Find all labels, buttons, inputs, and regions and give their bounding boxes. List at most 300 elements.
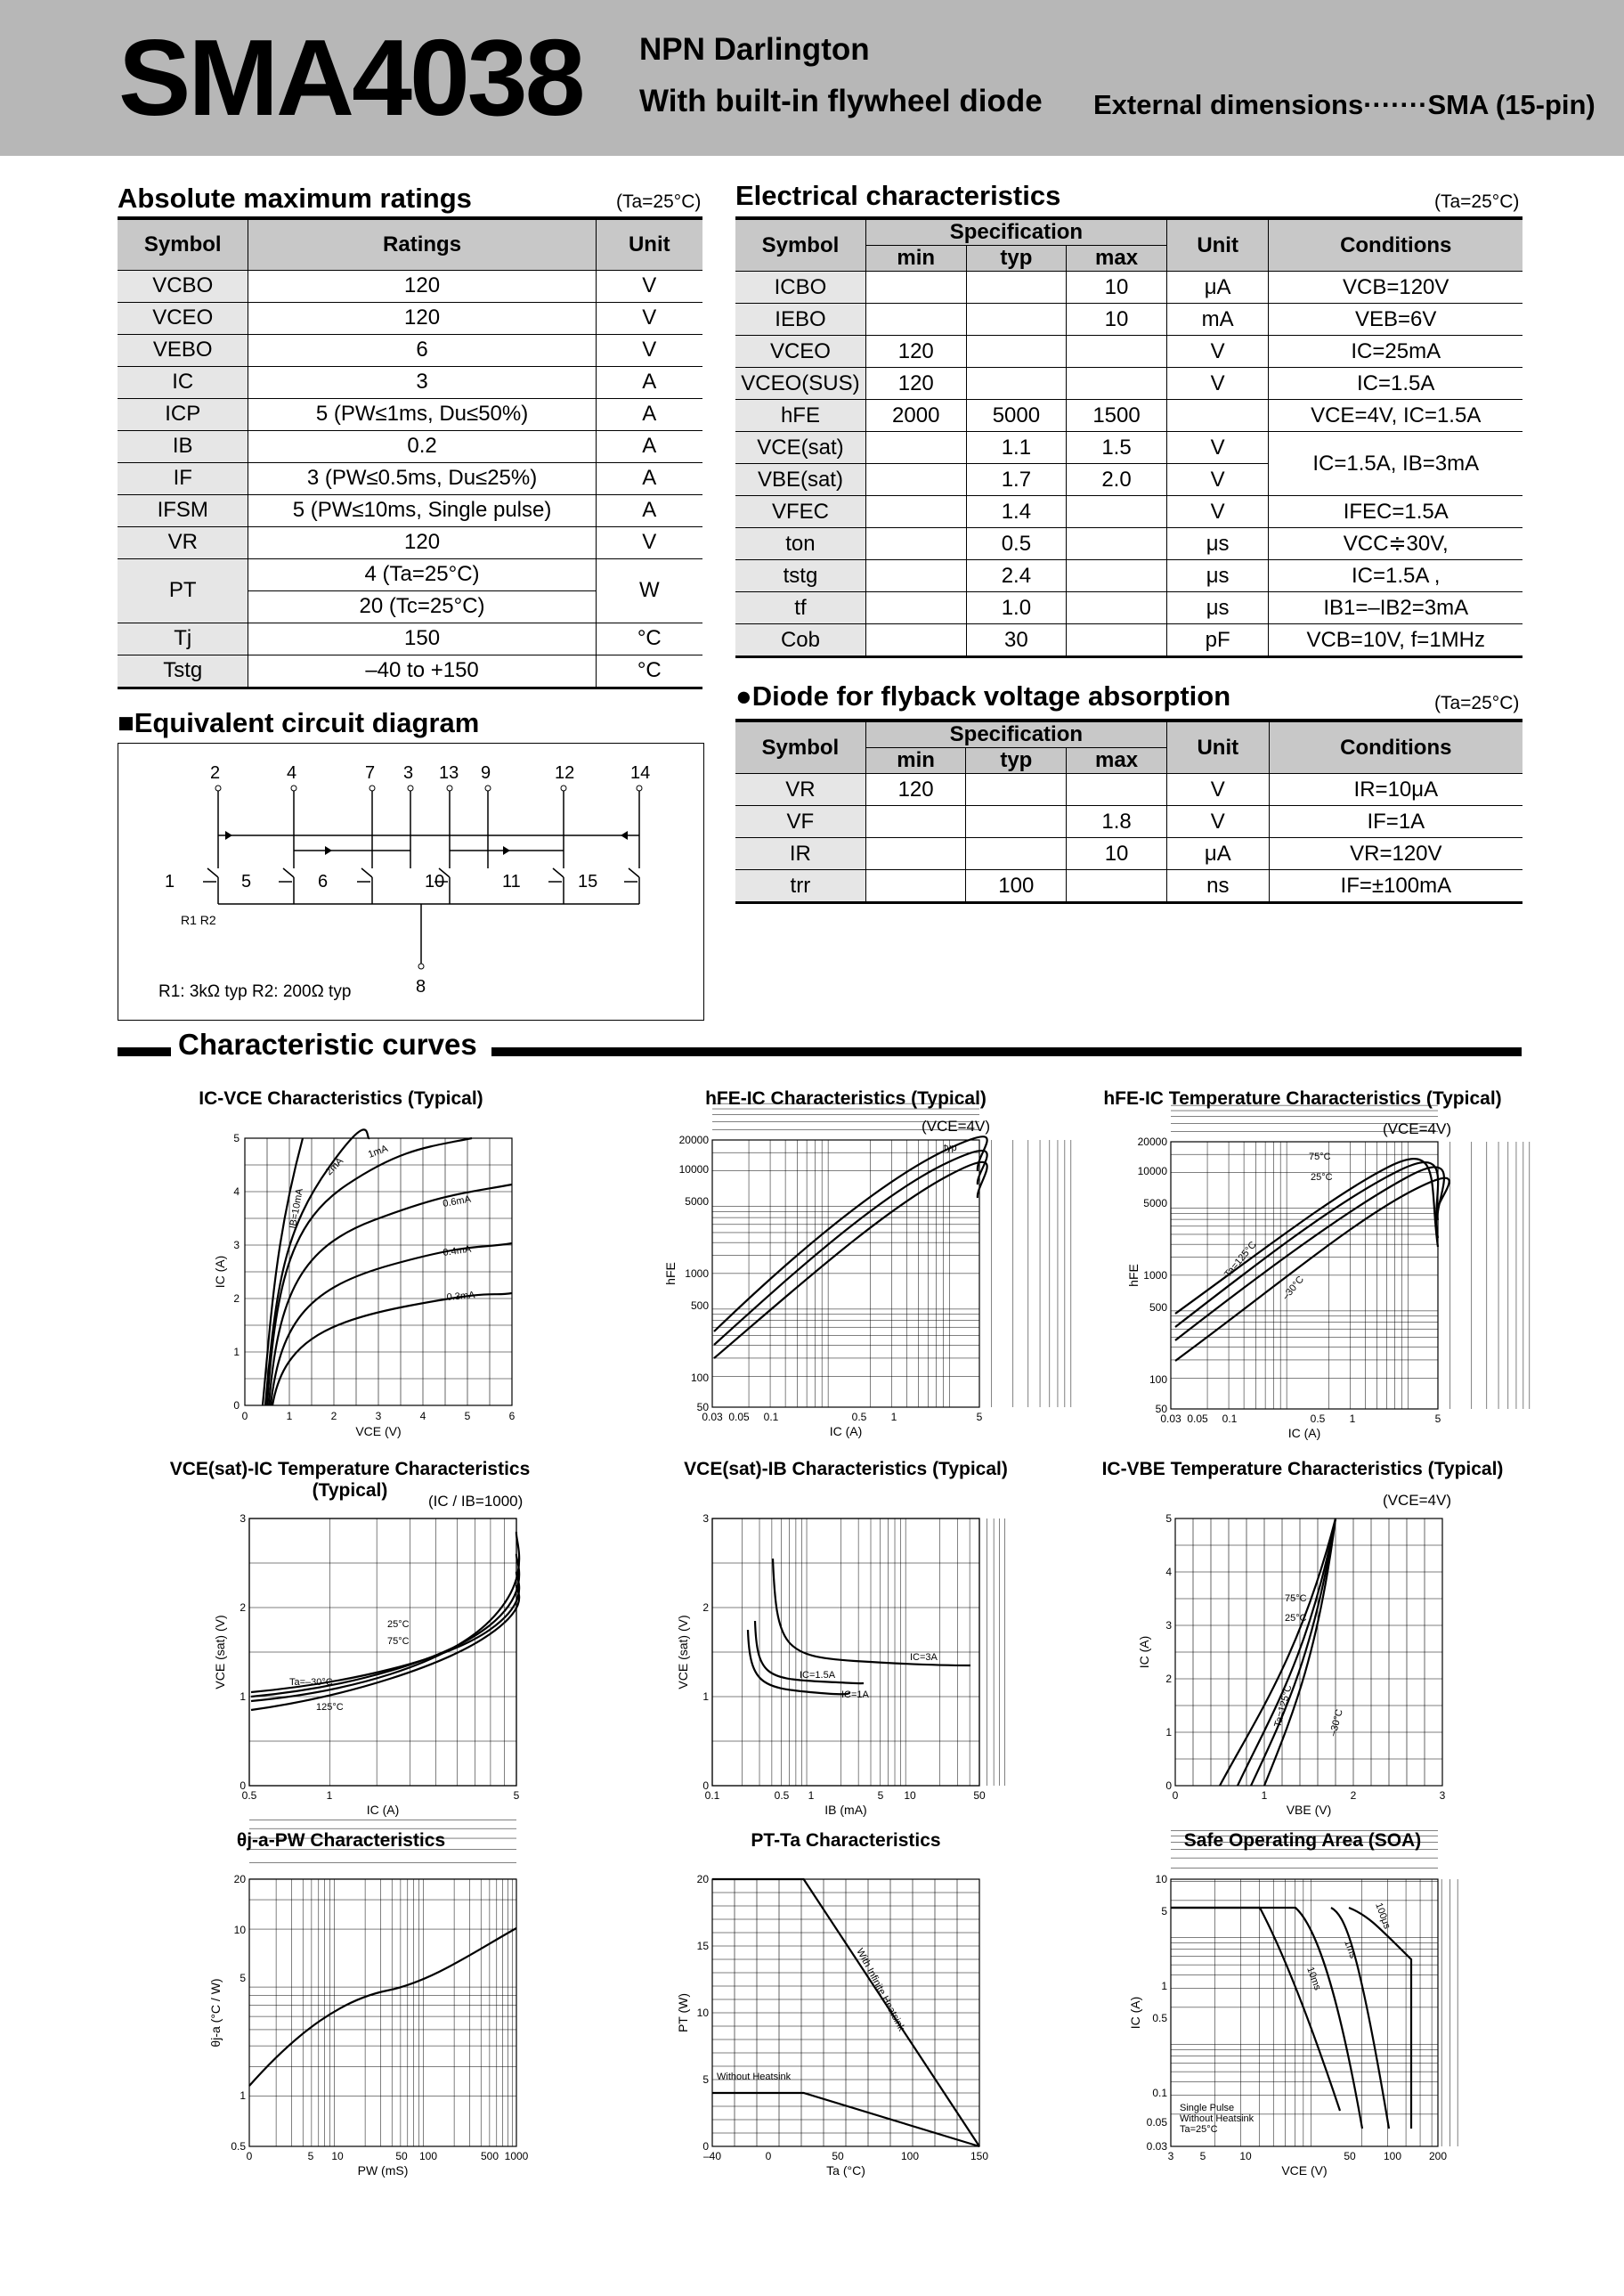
tick-label: 1 [1161,1980,1167,1992]
tick-label: 0.03 [702,1411,723,1423]
series-label: 1mA [366,1143,390,1160]
table-row [118,558,702,590]
series-label: 100μs [1373,1901,1393,1931]
series-label: IB=10mA [288,1187,305,1230]
tick-label: 0.1 [1222,1413,1238,1425]
pin-label: 6 [318,872,329,892]
tick-label: 0.5 [774,1789,790,1802]
elec-title: Electrical characteristics [735,180,1061,211]
tick-label: 0 [1165,1779,1172,1792]
tick-label: 0 [246,2150,253,2162]
cell-symbol: ton [735,528,865,560]
table-row [735,624,1522,657]
cell-typ [966,838,1067,870]
col-unit: Unit [1166,218,1269,272]
chart-condition: (VCE=4V) [1383,1120,1451,1137]
cell-symbol: IC [118,366,248,398]
cell-typ: 1.1 [966,432,1067,464]
cell-symbol: VCEO [735,336,865,368]
table-row [118,334,702,366]
abs-max-title: Absolute maximum ratings [118,183,472,214]
cell-conditions: IF=±100mA [1269,870,1522,903]
cell-typ [966,368,1067,400]
cell-symbol: VBE(sat) [735,464,865,496]
cell-min [865,560,966,592]
cell-unit: °C [596,655,702,688]
series-label: 25°C [1285,1613,1307,1624]
pin-label: 4 [287,763,297,783]
chart-title: PT-Ta Characteristics [751,1830,941,1851]
cell-max [1067,560,1167,592]
cell-conditions: VR=120V [1269,838,1522,870]
tick-label: 3 [1439,1789,1446,1802]
table-row [118,270,702,302]
tick-label: –40 [702,2150,722,2162]
col-unit: Unit [596,218,702,270]
tick-label: 5000 [685,1195,709,1208]
tick-label: 20000 [1137,1136,1167,1148]
col-conditions: Conditions [1269,721,1522,774]
axis-label: PT (W) [676,1992,690,2033]
tick-label: 50 [395,2150,408,2162]
chart-title: Safe Operating Area (SOA) [1183,1830,1422,1851]
tick-label: 10 [1239,2150,1252,2162]
tick-label: 1000 [685,1267,709,1280]
tick-label: 5 [1165,1512,1172,1525]
cell-rating: 20 (Tc=25°C) [248,590,596,623]
cell-symbol: VR [118,526,248,558]
cell-unit: V [596,526,702,558]
cell-conditions: IF=1A [1269,806,1522,838]
cell-typ: 2.4 [966,560,1067,592]
tick-label: 0.05 [728,1411,750,1423]
series-label: Ta=–30°C [289,1677,333,1688]
tick-label: 5000 [1143,1197,1167,1209]
cell-unit: V [1166,464,1269,496]
pin-label: 5 [241,872,252,892]
table-row [735,496,1522,528]
cell-min [865,496,966,528]
cell-unit: W [596,558,702,623]
tick-label: 2 [1350,1789,1357,1802]
tick-label: 3 [240,1512,246,1525]
tick-label: 3 [375,1410,382,1422]
tick-label: 2 [1165,1673,1172,1685]
chart-hfe-ic [659,1131,997,1438]
cell-rating: 3 (PW≤0.5ms, Du≤25%) [248,462,596,494]
cell-unit: pF [1166,624,1269,657]
part-number: SMA4038 [118,17,583,138]
diode-condition: (Ta=25°C) [1434,693,1520,713]
tick-label: 0.5 [851,1411,867,1423]
series-label: 0.3mA [446,1290,475,1303]
cell-min: 2000 [865,400,966,432]
tick-label: 1 [1165,1726,1172,1738]
cell-symbol: PT [118,558,248,623]
table-row [735,592,1522,624]
chart-title: θj-a-PW Characteristics [236,1830,446,1851]
tick-label: 6 [508,1410,516,1422]
tick-label: 100 [690,1372,709,1384]
axis-label: IC (A) [1287,1426,1321,1440]
series-label: typ [944,1143,957,1153]
series-label: –30°C [1280,1274,1307,1302]
pin-label: 3 [403,763,414,783]
tick-label: 3 [233,1239,240,1251]
series-label: –30°C [1328,1708,1345,1738]
cell-rating: 120 [248,270,596,302]
cell-min: 120 [865,336,966,368]
table-row [118,302,702,334]
series-label: Without Heatsink [717,2072,792,2082]
chart-vcesat-ib [676,1505,997,1817]
table-row [735,304,1522,336]
chart-ic-vbe [1122,1505,1460,1817]
cell-typ [966,304,1067,336]
pin-label: 7 [365,763,376,783]
tick-label: 3 [1165,1619,1172,1632]
tick-label: 0 [240,1779,246,1792]
cell-symbol: VCBO [118,270,248,302]
circuit-diagram [118,743,704,1021]
cell-typ [966,336,1067,368]
cell-rating: 5 (PW≤1ms, Du≤50%) [248,398,596,430]
cell-min: 120 [865,774,966,806]
tick-label: 0.5 [1310,1413,1326,1425]
tick-label: 10 [1155,1873,1167,1885]
table-row [118,526,702,558]
cell-typ: 1.4 [966,496,1067,528]
tick-label: 50 [832,2150,844,2162]
tick-label: 1 [1349,1413,1356,1425]
cell-unit: V [596,302,702,334]
chart-title: VCE(sat)-IC Temperature Characteristics (Typical) [169,1459,531,1501]
table-row [118,494,702,526]
diode-table [735,719,1522,904]
resistor-labels: R1 R2 [181,913,216,927]
series-label: 0.6mA [442,1193,472,1209]
cell-unit: μA [1166,272,1269,304]
tick-label: 500 [690,1299,709,1312]
series-label: 10ms [1304,1965,1323,1992]
tick-label: 5 [1199,2150,1206,2162]
axis-label: VBE (V) [1286,1803,1332,1817]
cell-symbol: Tstg [118,655,248,688]
series-line [714,1136,987,1331]
series-label: Single Pulse [1180,2103,1235,2113]
cell-symbol: VF [735,806,865,838]
table-row [735,838,1522,870]
plot-frame [249,1879,516,2146]
cell-typ: 5000 [966,400,1067,432]
cell-max [1067,528,1167,560]
cell-max: 1500 [1067,400,1167,432]
cell-symbol: VCE(sat) [735,432,865,464]
col-typ: typ [966,748,1067,774]
table-row [118,398,702,430]
cell-symbol: Cob [735,624,865,657]
cell-conditions: IB1=–IB2=3mA [1269,592,1522,624]
cell-unit: A [596,430,702,462]
tick-label: 0.1 [704,1789,720,1802]
pin-label: 11 [502,872,521,892]
tick-label: 3 [1167,2150,1174,2162]
cell-typ: 1.7 [966,464,1067,496]
tick-label: 50 [973,1789,986,1802]
col-min: min [865,748,966,774]
axis-label: VCE (sat) (V) [676,1615,690,1689]
tick-label: 0 [1172,1789,1179,1802]
pin-label: 2 [210,763,221,783]
col-typ: typ [966,246,1067,272]
table-row [735,528,1522,560]
chart-title: hFE-IC Characteristics (Typical) [705,1088,987,1109]
tick-label: 4 [419,1410,426,1422]
col-spec: Specification [865,218,1166,246]
tick-label: 0 [702,1779,709,1792]
tick-label: 100 [418,2150,438,2162]
tick-label: 0 [241,1410,248,1422]
table-row [118,655,702,688]
cell-max: 1.5 [1067,432,1167,464]
table-row [735,368,1522,400]
cell-symbol: tstg [735,560,865,592]
cell-rating: 5 (PW≤10ms, Single pulse) [248,494,596,526]
chart-ic-vce [214,1131,534,1438]
cell-unit: V [1166,806,1269,838]
series-line [249,1928,516,2086]
cell-unit: A [596,494,702,526]
cell-symbol: IF [118,462,248,494]
cell-min [865,432,966,464]
cell-min: 120 [865,368,966,400]
cell-max: 2.0 [1067,464,1167,496]
col-symbol: Symbol [735,218,865,272]
table-row [735,870,1522,903]
series-label: With Infinite Heatsink [854,1946,907,2033]
series-label: 25°C [387,1619,410,1630]
table-row [735,560,1522,592]
cell-min [865,592,966,624]
tick-label: 5 [464,1410,471,1422]
cell-unit: A [596,398,702,430]
cell-symbol: trr [735,870,865,903]
tick-label: 1 [890,1411,897,1423]
chart-title: IC-VBE Temperature Characteristics (Typical) [1101,1459,1504,1479]
tick-label: 100 [900,2150,920,2162]
tick-label: 0.05 [1146,2116,1167,2129]
curves-header [118,1028,1522,1072]
chart-vcesat-ic [213,1505,534,1817]
table-row [735,272,1522,304]
cell-unit: μA [1166,838,1269,870]
cell-unit [1166,400,1269,432]
tick-label: 0.03 [1146,2140,1167,2153]
cell-rating: 120 [248,302,596,334]
cell-conditions: IC=1.5A, IB=3mA [1269,432,1522,496]
cell-unit: V [596,334,702,366]
tick-label: 5 [976,1411,983,1423]
series-label: IC=1.5A [800,1670,836,1681]
tick-label: 0.5 [1152,2012,1167,2024]
subtitle-feature: With built-in flywheel diode [639,84,1043,118]
tick-label: 20000 [678,1134,709,1146]
tick-label: 1000 [1143,1269,1167,1282]
tick-label: 1000 [504,2150,529,2162]
series-label: 75°C [387,1636,410,1647]
cell-conditions: IC=1.5A , [1269,560,1522,592]
cell-max: 10 [1067,838,1167,870]
abs-max-condition: (Ta=25°C) [616,191,702,212]
col-max: max [1067,748,1167,774]
cell-symbol: VCEO(SUS) [735,368,865,400]
tick-label: 4 [1165,1566,1172,1578]
table-row [735,400,1522,432]
chart-condition: (IC / IB=1000) [428,1493,524,1510]
tick-label: 150 [970,2150,989,2162]
cell-rating: –40 to +150 [248,655,596,688]
tick-label: 5 [1434,1413,1441,1425]
tick-label: 5 [513,1789,520,1802]
cell-unit: μs [1166,592,1269,624]
tick-label: 1 [240,1690,246,1703]
cell-typ [966,272,1067,304]
tick-label: 10 [696,2007,709,2019]
cell-unit: V [1166,774,1269,806]
series-label: Without Heatsink [1180,2113,1255,2124]
cell-unit: V [1166,336,1269,368]
chart-condition: (VCE=4V) [922,1118,990,1135]
tick-label: 3 [702,1512,709,1525]
series-label: 2mA [323,1155,346,1178]
axis-label: IC (A) [1137,1635,1151,1669]
cell-conditions: VCC≑30V, [1269,528,1522,560]
col-spec: Specification [865,721,1166,748]
cell-symbol: ICBO [735,272,865,304]
cell-max [1067,496,1167,528]
tick-label: 0 [765,2150,772,2162]
tick-label: 0.1 [763,1411,779,1423]
cell-min [865,528,966,560]
cell-max [1067,624,1167,657]
cell-rating: 120 [248,526,596,558]
cell-rating: 0.2 [248,430,596,462]
cell-max [1067,870,1167,903]
axis-label: IC (A) [829,1424,863,1438]
series-line [714,1151,987,1345]
cell-min [865,464,966,496]
tick-label: 50 [1344,2150,1356,2162]
tick-label: 4 [233,1185,240,1198]
cell-symbol: VR [735,774,865,806]
series-label: 1ms [1342,1938,1359,1960]
table-row [118,366,702,398]
chart-theta-pw [208,1870,539,2178]
tick-label: 100 [1149,1373,1167,1386]
series-label: Ta=125°C [1272,1683,1295,1729]
tick-label: 0 [233,1399,240,1412]
cell-max: 1.8 [1067,806,1167,838]
series-line [265,1129,369,1405]
tick-label: 20 [696,1873,709,1885]
pin-label: 10 [425,872,445,892]
axis-label: hFE [663,1262,678,1285]
cell-conditions: VEB=6V [1269,304,1522,336]
pin-label: 8 [416,977,426,997]
series-line [773,1559,970,1665]
col-conditions: Conditions [1269,218,1522,272]
table-row [735,336,1522,368]
series-label: IC=1A [841,1689,869,1700]
cell-unit: V [596,270,702,302]
tick-label: 5 [702,2073,709,2086]
cell-unit: V [1166,368,1269,400]
table-row [118,430,702,462]
chart-condition: (VCE=4V) [1383,1492,1451,1509]
tick-label: 0.03 [1160,1413,1181,1425]
tick-label: 0.5 [231,2140,246,2153]
tick-label: 100 [1383,2150,1402,2162]
cell-min [865,304,966,336]
tick-label: 10000 [1137,1165,1167,1177]
cell-unit: °C [596,623,702,655]
cell-conditions: IFEC=1.5A [1269,496,1522,528]
cell-max: 10 [1067,304,1167,336]
tick-label: 500 [480,2150,499,2162]
cell-conditions: IC=25mA [1269,336,1522,368]
tick-label: 50 [696,1401,709,1413]
tick-label: 2 [330,1410,337,1422]
chart-pt-ta [676,1870,997,2178]
cell-conditions: IR=10μA [1269,774,1522,806]
tick-label: 5 [877,1789,884,1802]
cell-max [1067,368,1167,400]
chart-title: hFE-IC Temperature Characteristics (Typical) [1103,1088,1502,1109]
abs-max-table [118,216,702,689]
cell-unit: mA [1166,304,1269,336]
tick-label: 10 [904,1789,916,1802]
cell-rating: 150 [248,623,596,655]
subtitle-type: NPN Darlington [639,32,870,67]
tick-label: 1 [286,1410,293,1422]
cell-min [865,870,966,903]
series-label: 75°C [1309,1152,1331,1162]
axis-label: VCE (V) [355,1424,402,1438]
cell-symbol: IEBO [735,304,865,336]
tick-label: 500 [1149,1301,1167,1314]
axis-label: IC (A) [366,1803,400,1817]
cell-min [865,624,966,657]
cell-min [865,272,966,304]
cell-symbol: tf [735,592,865,624]
tick-label: 1 [702,1690,709,1703]
pin-label: 15 [578,872,598,892]
cell-symbol: IB [118,430,248,462]
cell-unit: A [596,366,702,398]
tick-label: 1 [233,1346,240,1358]
cell-min [865,838,966,870]
table-row [735,432,1522,464]
cell-symbol: VCEO [118,302,248,334]
tick-label: 5 [307,2150,314,2162]
cell-rating: 3 [248,366,596,398]
series-label: Ta=25°C [1180,2124,1218,2135]
tick-label: 1 [240,2089,246,2102]
cell-unit: μs [1166,528,1269,560]
tick-label: 50 [1155,1403,1167,1415]
cell-max [1067,336,1167,368]
diode-title: ●Diode for flyback voltage absorption [735,680,1231,712]
